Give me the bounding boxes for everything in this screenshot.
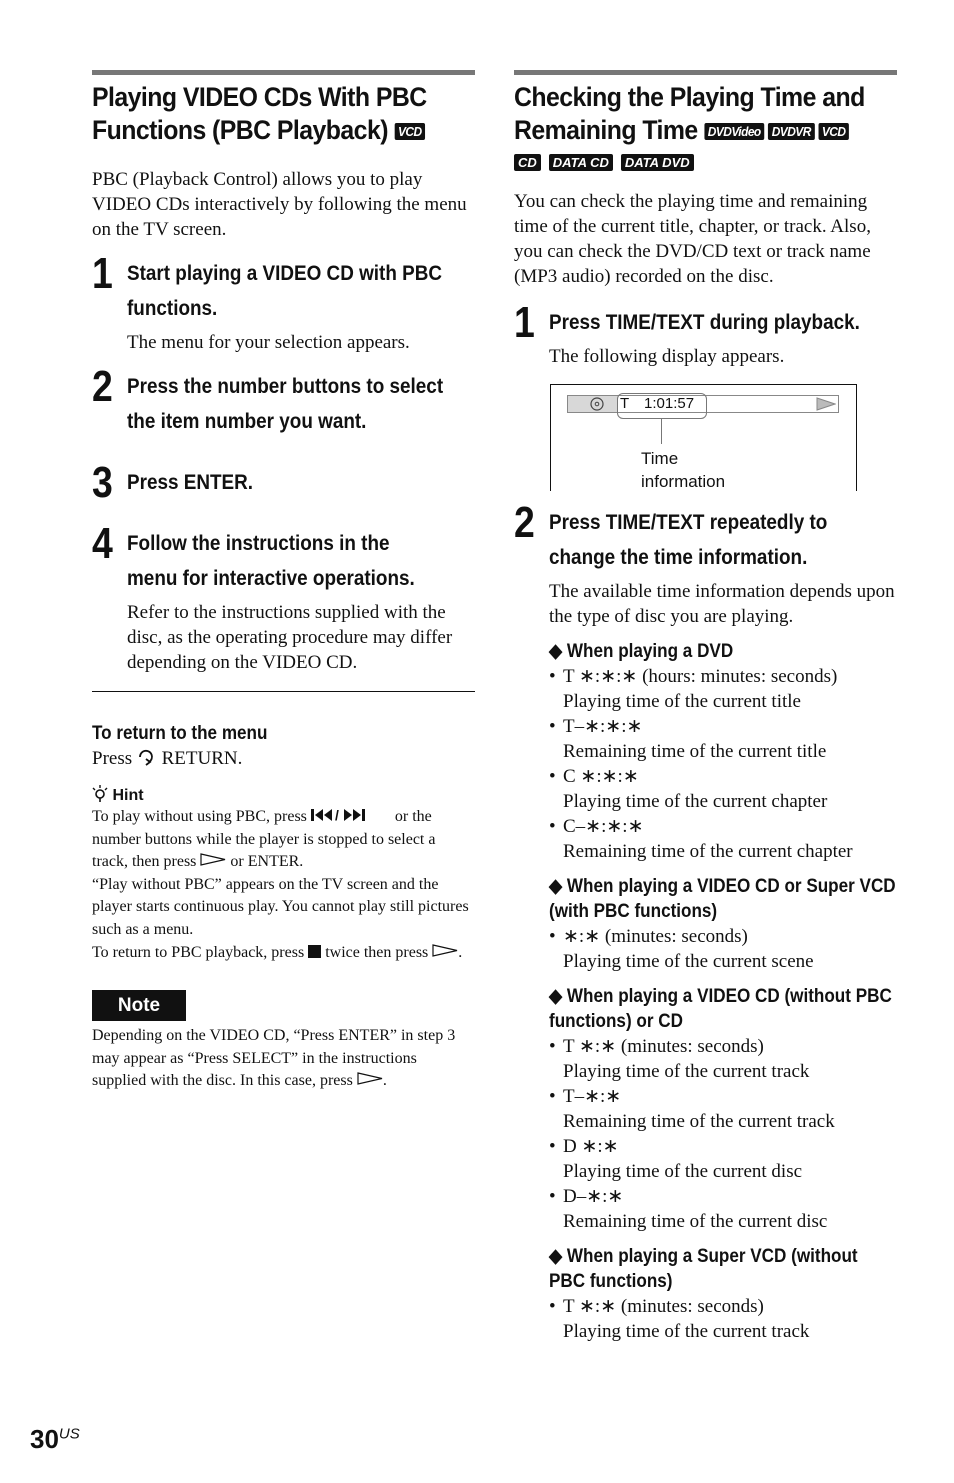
step-title: Follow the instructions in the menu for interactive operations. <box>127 532 415 590</box>
time-code: ∗:∗ (minutes: seconds) <box>563 926 748 947</box>
stop-icon <box>308 945 321 958</box>
cd-badge: CD <box>514 154 541 171</box>
step-1 <box>92 249 475 355</box>
pbc-intro: PBC (Playback Control) allows you to play VIDEO CDs interactively by following the menu on the TV screen. <box>92 169 467 240</box>
return-menu-text <box>92 746 475 771</box>
list-item <box>549 1084 897 1134</box>
step-number: 1 <box>514 298 535 347</box>
time-display-figure <box>550 384 857 491</box>
step-number: 2 <box>92 362 113 411</box>
page-number <box>30 1424 80 1455</box>
time-info-list <box>549 924 897 974</box>
disc-badges <box>514 153 897 171</box>
step-number: 2 <box>514 498 535 547</box>
time-info-list <box>549 1294 897 1344</box>
step-title: Press ENTER. <box>127 471 254 494</box>
vcd-badge: VCD <box>394 123 425 140</box>
prev-next-icon <box>311 808 391 822</box>
note-text-body: Depending on the VIDEO CD, “Press ENTER” in step 3 may appear as “Press SELECT” in the instructions supplied with the disc. In this case, press <box>92 1027 456 1090</box>
dvd-vr-badge: DVDVR <box>768 123 814 140</box>
step-body: The available time information depends upon the type of disc you are playing. <box>549 581 895 627</box>
page-region: US <box>58 1425 80 1443</box>
section-title-text: Playing VIDEO CDs With PBC Functions (PBC Playback) <box>92 82 427 145</box>
step-title: Press TIME/TEXT during playback. <box>549 311 860 334</box>
time-highlight <box>617 393 707 419</box>
step-number: 4 <box>92 519 113 568</box>
group-heading: ◆ When playing a VIDEO CD or Super VCD (with PBC functions) <box>549 876 896 922</box>
hint-text-5: To return to PBC playback, press <box>92 943 305 961</box>
time-code: T ∗:∗ (minutes: seconds) <box>563 1036 764 1057</box>
section-title-time: Checking the Playing Time and Remaining Time DVDVideo DVDVR VCD <box>514 82 865 145</box>
time-desc: Remaining time of the current chapter <box>563 841 853 862</box>
time-desc: Playing time of the current scene <box>563 951 814 972</box>
time-desc: Playing time of the current track <box>563 1061 810 1082</box>
time-desc: Playing time of the current disc <box>563 1161 803 1182</box>
callout-line <box>661 418 662 444</box>
time-desc: Playing time of the current track <box>563 1321 810 1342</box>
time-code: D ∗:∗ <box>563 1136 619 1157</box>
hint-text: To play without using PBC, press / or the number buttons while the player is stopped to select a track, then press or ENTER. “Play without PBC” appears on the TV screen and the player starts continuous play. You cannot play still pictures such as a menu. To return to PBC playback, press twice then press . <box>92 808 469 961</box>
right-column <box>514 70 897 1344</box>
time-info-group-dvd <box>549 639 897 864</box>
time-code: D–∗:∗ <box>563 1186 624 1207</box>
section-title-pbc <box>92 81 444 147</box>
lightbulb-icon <box>92 785 108 803</box>
data-cd-badge: DATA CD <box>549 154 613 171</box>
list-item <box>549 1034 897 1084</box>
time-code: T ∗:∗:∗ (hours: minutes: seconds) <box>563 666 838 687</box>
step-3 <box>92 458 475 507</box>
list-item <box>549 664 897 714</box>
left-column <box>92 70 475 1093</box>
time-info-group-svcd <box>549 1244 897 1344</box>
return-press: Press <box>92 748 133 769</box>
time-caption: Time information <box>641 449 726 491</box>
list-item <box>549 764 897 814</box>
list-item <box>549 814 897 864</box>
section-top-bar <box>514 70 897 75</box>
hint-text-6: twice then press <box>325 943 429 961</box>
step-2 <box>514 498 897 1344</box>
section-top-bar <box>92 70 475 75</box>
note-block <box>92 990 475 1093</box>
list-item <box>549 1134 897 1184</box>
step-number: 1 <box>92 249 113 298</box>
play-icon <box>357 1072 383 1085</box>
play-icon <box>432 944 458 957</box>
step-number: 3 <box>92 458 113 507</box>
step-1 <box>514 298 897 491</box>
time-desc: Playing time of the current chapter <box>563 791 828 812</box>
step-title: Start playing a VIDEO CD with PBC functions. <box>127 262 443 320</box>
time-prefix: T <box>620 395 630 412</box>
step-title: Press the number buttons to select the item number you want. <box>127 375 444 433</box>
list-item <box>549 1294 897 1344</box>
time-desc: Remaining time of the current disc <box>563 1211 828 1232</box>
time-code: T–∗:∗ <box>563 1086 622 1107</box>
return-label: RETURN. <box>161 748 243 769</box>
page-number-value: 30 <box>30 1424 59 1454</box>
divider <box>92 691 475 692</box>
bar-icon-area <box>568 396 618 412</box>
group-heading: ◆ When playing a Super VCD (without PBC functions) <box>549 1246 858 1292</box>
time-code: T ∗:∗ (minutes: seconds) <box>563 1296 764 1317</box>
list-item <box>549 714 897 764</box>
step-body: The following display appears. <box>549 346 785 367</box>
data-dvd-badge: DATA DVD <box>621 154 694 171</box>
time-info-list <box>549 664 897 864</box>
step-body: Refer to the instructions supplied with the disc, as the operating procedure may differ depending on the VIDEO CD. <box>127 602 453 673</box>
hint-text-3: or ENTER. <box>230 853 304 871</box>
time-desc: Remaining time of the current title <box>563 741 827 762</box>
group-heading: ◆ When playing a VIDEO CD (without PBC functions) or CD <box>549 986 892 1032</box>
step-body: The menu for your selection appears. <box>127 332 410 353</box>
time-info-list <box>549 1034 897 1234</box>
step-2 <box>92 362 475 439</box>
return-menu-heading: To return to the menu <box>92 723 268 744</box>
hint-label: Hint <box>112 787 144 804</box>
play-indicator-icon <box>816 397 836 411</box>
note-label: Note <box>92 990 186 1021</box>
time-code: C ∗:∗:∗ <box>563 766 639 787</box>
list-item <box>549 924 897 974</box>
time-value: 1:01:57 <box>644 395 695 412</box>
group-heading: ◆ When playing a DVD <box>549 641 734 662</box>
time-code: C–∗:∗:∗ <box>563 816 644 837</box>
time-desc: Remaining time of the current track <box>563 1111 835 1132</box>
play-icon <box>200 853 226 866</box>
vcd-badge: VCD <box>818 123 849 140</box>
hint-text-1: To play without using PBC, press <box>92 808 307 825</box>
time-desc: Playing time of the current title <box>563 691 801 712</box>
time-info-group-vcd-cd <box>549 984 897 1234</box>
list-item <box>549 1184 897 1234</box>
hint-block <box>92 785 475 964</box>
disc-icon <box>588 396 606 412</box>
time-code: T–∗:∗:∗ <box>563 716 643 737</box>
svg-text:/: / <box>334 808 339 822</box>
hint-text-2: or the number buttons while the player is stopped to select a track, then press <box>92 808 436 871</box>
time-info-group-vcd-pbc <box>549 874 897 974</box>
hint-heading <box>92 785 475 806</box>
step-title: Press TIME/TEXT repeatedly to change the time information. <box>549 511 828 569</box>
note-text: Depending on the VIDEO CD, “Press ENTER” in step 3 may appear as “Press SELECT” in the instructions supplied with the disc. In this case, press . <box>92 1027 456 1090</box>
return-icon <box>137 748 157 766</box>
time-intro: You can check the playing time and remaining time of the current title, chapter, or track. Also, you can check the DVD/CD text or track name (MP3 audio) recorded on the disc. <box>514 191 871 287</box>
dvd-video-badge: DVDVideo <box>704 123 764 140</box>
hint-text-4: “Play without PBC” appears on the TV screen and the player starts continuous play. You cannot play still pictures such as a menu. <box>92 875 469 938</box>
step-4 <box>92 519 475 675</box>
